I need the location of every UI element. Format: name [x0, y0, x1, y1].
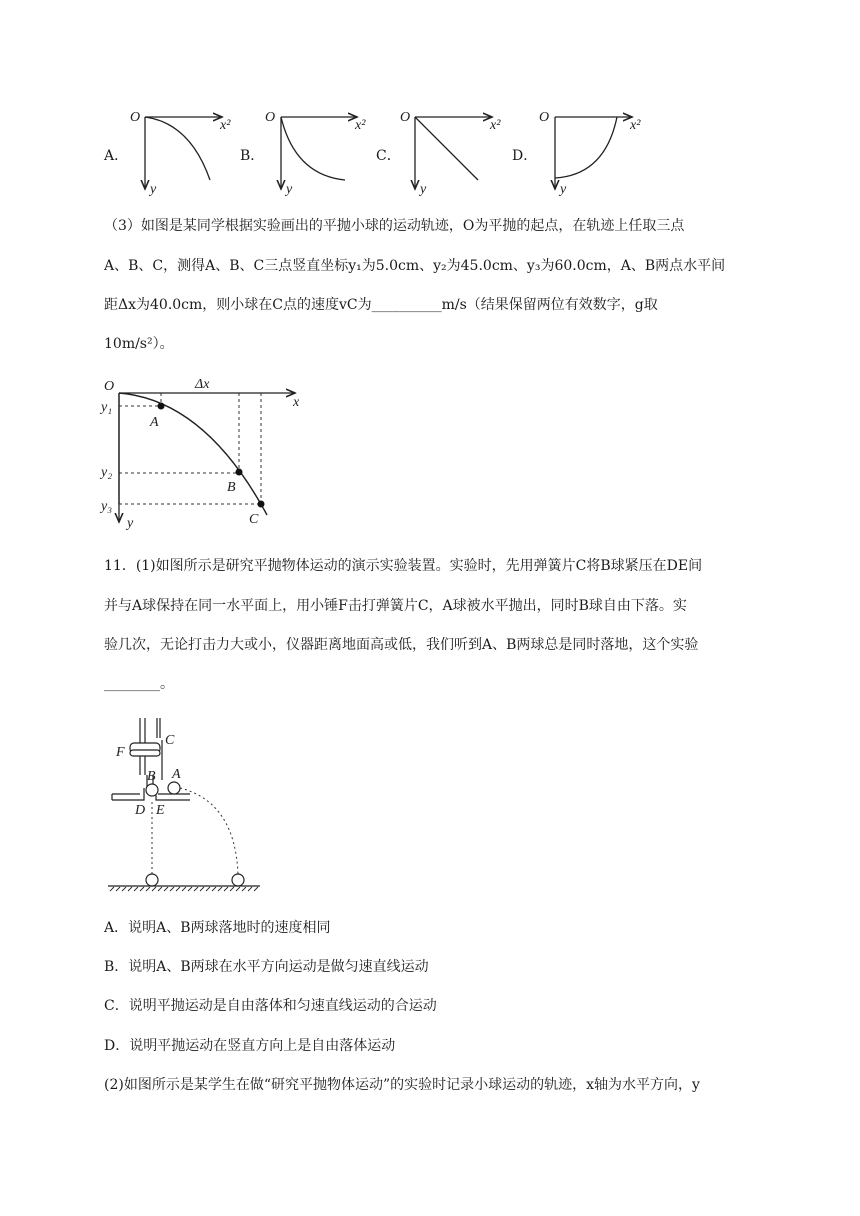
- q11-choice-b: B．说明A、B两球在水平方向运动是做匀速直线运动: [104, 959, 429, 975]
- apparatus-c-label: C: [165, 733, 175, 748]
- graph-b-origin: O: [265, 110, 276, 125]
- traj-y2-label: y₂: [101, 465, 113, 480]
- traj-a-label: A: [150, 415, 159, 430]
- graph-a-xlabel: x²: [220, 118, 231, 133]
- apparatus-d-label: D: [135, 803, 146, 818]
- traj-c-label: C: [249, 512, 259, 527]
- graph-d-ylabel: y: [560, 182, 567, 197]
- graph-a-ylabel: y: [150, 182, 157, 197]
- traj-dx-label: Δx: [195, 377, 210, 392]
- q10-part3-line1: （3）如图是某同学根据实验画出的平抛小球的运动轨迹，O为平抛的起点，在轨迹上任取三点: [104, 218, 685, 234]
- point-c: [258, 501, 265, 508]
- traj-x-label: x: [293, 395, 300, 410]
- point-b: [236, 469, 243, 476]
- q10-part3-line3: 距Δx为40.0cm，则小球在C点的速度vC为__________m/s（结果保留两位有效数字，g取: [104, 297, 658, 313]
- option-b-label: B．: [240, 148, 265, 164]
- q11-choice-a: A．说明A、B两球落地时的速度相同: [104, 920, 331, 936]
- q11-part1-line4: ________。: [104, 676, 174, 692]
- option-graphs: [0, 105, 860, 200]
- apparatus-b-label: B: [147, 769, 156, 784]
- traj-origin-label: O: [104, 379, 115, 394]
- graph-a: [145, 117, 222, 189]
- option-c-label: C．: [376, 148, 401, 164]
- apparatus-a-label: A: [172, 767, 181, 782]
- q11-part1-line3: 验几次，无论打击力大或小，仪器距离地面高或低，我们听到A、B两球总是同时落地，这个实验: [104, 637, 699, 653]
- q10-part3-line4: 10m/s²）。: [104, 336, 174, 352]
- q11-part2-line1: (2)如图所示是某学生在做“研究平抛物体运动”的实验时记录小球运动的轨迹，x轴为水平方向，y: [104, 1077, 700, 1093]
- trajectory-figure: [95, 370, 315, 530]
- graph-b: [281, 117, 357, 189]
- trajectory-curve: [119, 393, 267, 515]
- graph-d-origin: O: [539, 110, 550, 125]
- q11-choice-d: D．说明平抛运动在竖直方向上是自由落体运动: [104, 1038, 396, 1054]
- graph-c-origin: O: [400, 110, 411, 125]
- graph-d: [555, 117, 632, 189]
- graph-b-ylabel: y: [286, 182, 293, 197]
- q11-part1-line1: 11．(1)如图所示是研究平抛物体运动的演示实验装置。实验时，先用弹簧片C将B球紧压在DE间: [104, 558, 703, 574]
- apparatus-figure: [100, 710, 270, 895]
- q10-part3-line2: A、B、C，测得A、B、C三点竖直坐标y₁为5.0cm、y₂为45.0cm、y₃为60.0cm，A、B两点水平间: [104, 258, 726, 274]
- apparatus-e-label: E: [156, 803, 165, 818]
- graph-b-xlabel: x²: [355, 118, 366, 133]
- traj-y3-label: y₃: [101, 499, 113, 514]
- traj-y-label: y: [127, 516, 134, 530]
- point-a: [158, 403, 165, 410]
- traj-b-label: B: [227, 480, 236, 495]
- apparatus-f-label: F: [116, 745, 125, 760]
- option-a-label: A．: [104, 148, 129, 164]
- q11-part1-line2: 并与A球保持在同一水平面上，用小锤F击打弹簧片C，A球被水平抛出，同时B球自由下落。实: [104, 598, 687, 614]
- graph-c: [415, 117, 492, 189]
- graph-a-origin: O: [130, 110, 141, 125]
- graph-c-xlabel: x²: [490, 118, 501, 133]
- traj-y1-label: y₁: [101, 400, 113, 415]
- option-d-label: D．: [512, 148, 538, 164]
- q11-choice-c: C．说明平抛运动是自由落体和匀速直线运动的合运动: [104, 998, 437, 1014]
- graph-c-ylabel: y: [420, 182, 427, 197]
- graph-d-xlabel: x²: [630, 118, 641, 133]
